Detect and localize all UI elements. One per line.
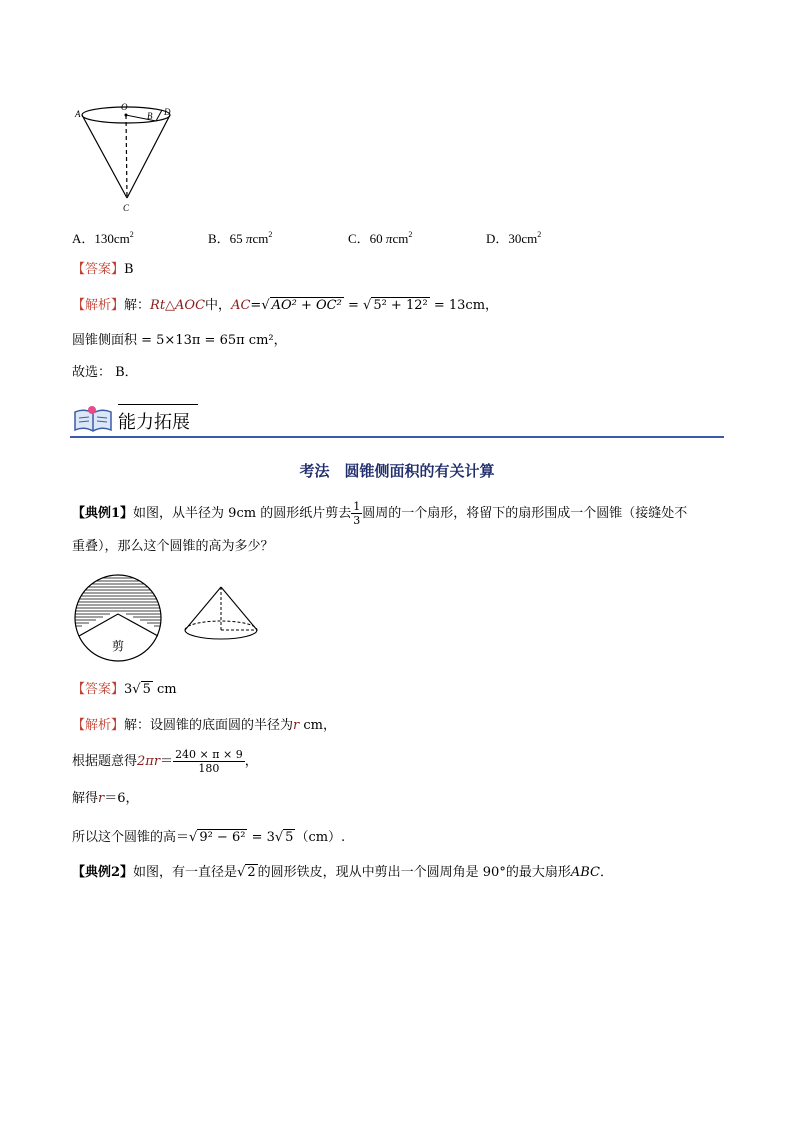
label-o: O [121,102,128,112]
q1-analysis: 【解析】解：Rt△AOC中，AC=√ AO² + OC² = √ 5² + 12² = 13cm， [72,298,499,313]
label-d: D [164,107,171,117]
example2-text: 【典例2】如图，有一直径是√ 2 的圆形铁皮，现从中剪出一个圆周角是 90°的最大扇形ABC． [72,865,613,880]
q1-choose: 故选： B． [72,365,138,380]
label-a: A [75,109,81,119]
label-c: C [123,203,130,213]
section-title: 能力拓展 [118,412,190,433]
method-title: 考法 圆锥侧面积的有关计算 [299,462,495,480]
book-icon [72,404,114,436]
section-divider [70,436,724,438]
example1-analysis-4: 所以这个圆锥的高＝√ 9² − 6² = 3√ 5 （cm）. [72,830,346,845]
example1-text: 【典例1】如图，从半径为 9cm 的圆形纸片剪去 $\frac{1}{3}$ 圆周的一个扇形，将留下的扇形围成一个圆锥（接缝处不 [72,500,688,527]
example1-text-2: 重叠），那么这个圆锥的高为多少？ [72,539,274,554]
cut-label: 剪 [112,639,125,653]
example1-analysis-3: 解得r＝6， [72,791,139,806]
option-c: C．60 πcm$^2$ [348,230,413,246]
q1-answer: 【答案】B [72,262,134,277]
cone-figure [72,98,182,218]
option-d: D．$30cm^2$ [486,230,542,246]
option-b: B．65 πcm$^2$ [208,230,273,246]
example1-answer: 【答案】3√ 5 cm [72,682,177,697]
example1-analysis-2: 根据题意得2πr＝ $\frac{240 \times \pi \times 9}{180}$ ， [72,748,258,775]
cut-circle-figure [70,572,170,664]
option-a: A．$130cm^2$ [72,230,134,246]
example1-analysis-1: 【解析】解：设圆锥的底面圆的半径为r cm， [72,718,336,733]
section-title-overline [118,404,198,405]
cone-figure-2 [180,584,262,646]
q1-lateral-area: 圆锥侧面积 = 5×13π = 65π cm²， [72,333,287,348]
label-b: B [147,111,153,121]
